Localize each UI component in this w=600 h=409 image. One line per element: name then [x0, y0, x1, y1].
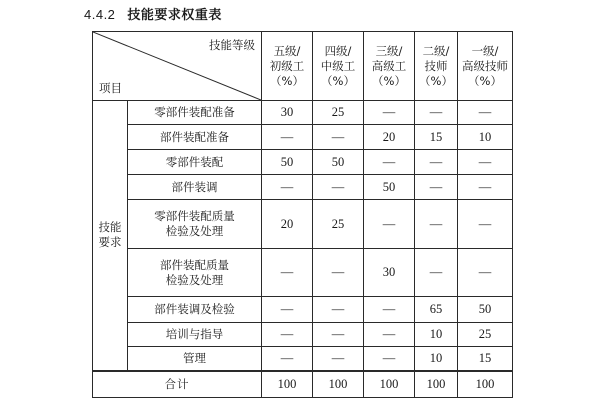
total-label: 合计 — [93, 371, 262, 398]
total-value-cell: 100 — [364, 371, 415, 398]
item-label: 零部件装配质量 检验及处理 — [128, 200, 262, 249]
total-value-cell: 100 — [313, 371, 364, 398]
value-cell: 30 — [262, 101, 313, 125]
value-cell: 25 — [313, 200, 364, 249]
value-cell: 50 — [458, 297, 513, 323]
item-label: 零部件装配 — [128, 150, 262, 175]
table-row — [93, 125, 513, 150]
value-cell: 10 — [415, 347, 458, 371]
value-cell: — — [415, 249, 458, 297]
table-row — [93, 347, 513, 371]
section-number: 4.4.2 — [84, 7, 116, 22]
table-row — [93, 323, 513, 347]
value-cell: — — [364, 101, 415, 125]
value-cell: — — [262, 347, 313, 371]
total-value-cell: 100 — [415, 371, 458, 398]
value-cell: 15 — [458, 347, 513, 371]
item-label: 部件装配质量 检验及处理 — [128, 249, 262, 297]
value-cell: — — [364, 200, 415, 249]
value-cell: 50 — [262, 150, 313, 175]
table-row — [93, 249, 513, 297]
value-cell: — — [415, 200, 458, 249]
item-label: 培训与指导 — [128, 323, 262, 347]
value-cell: — — [415, 175, 458, 200]
item-label: 管理 — [128, 347, 262, 371]
level-header: 五级/ 初级工 （%） — [262, 32, 313, 101]
table-row — [93, 150, 513, 175]
value-cell: — — [313, 323, 364, 347]
value-cell: — — [458, 101, 513, 125]
value-cell: — — [262, 175, 313, 200]
item-label: 零部件装配准备 — [128, 101, 262, 125]
level-header: 三级/ 高级工 （%） — [364, 32, 415, 101]
item-label: 部件装配准备 — [128, 125, 262, 150]
value-cell: 65 — [415, 297, 458, 323]
table-row — [93, 297, 513, 323]
total-row — [93, 371, 513, 398]
value-cell: — — [458, 150, 513, 175]
value-cell: — — [262, 297, 313, 323]
skill-weight-table — [92, 31, 513, 398]
value-cell: — — [262, 249, 313, 297]
value-cell: — — [313, 175, 364, 200]
value-cell: 25 — [313, 101, 364, 125]
value-cell: 15 — [415, 125, 458, 150]
value-cell: 30 — [364, 249, 415, 297]
corner-label-level: 技能等级 — [209, 38, 255, 52]
header-row — [93, 32, 513, 101]
value-cell: 25 — [458, 323, 513, 347]
table-row — [93, 175, 513, 200]
value-cell: — — [313, 347, 364, 371]
corner-header-cell — [93, 32, 262, 101]
table-row — [93, 200, 513, 249]
item-label: 部件装调及检验 — [128, 297, 262, 323]
group-label-cell: 技能 要求 — [93, 101, 128, 371]
level-header: 二级/ 技师 （%） — [415, 32, 458, 101]
value-cell: — — [415, 101, 458, 125]
value-cell: 20 — [262, 200, 313, 249]
section-title-text: 技能要求权重表 — [127, 8, 222, 23]
value-cell: 20 — [364, 125, 415, 150]
value-cell: — — [262, 125, 313, 150]
value-cell: — — [458, 249, 513, 297]
value-cell: — — [313, 249, 364, 297]
table-row — [93, 101, 513, 125]
value-cell: — — [364, 297, 415, 323]
value-cell: — — [458, 175, 513, 200]
level-header: 一级/ 高级技师 （%） — [458, 32, 513, 101]
value-cell: — — [364, 347, 415, 371]
section-title — [84, 4, 222, 23]
value-cell: — — [313, 125, 364, 150]
value-cell: 10 — [415, 323, 458, 347]
item-label: 部件装调 — [128, 175, 262, 200]
value-cell: 10 — [458, 125, 513, 150]
corner-label-item: 项目 — [99, 81, 122, 95]
level-header: 四级/ 中级工 （%） — [313, 32, 364, 101]
value-cell: 50 — [313, 150, 364, 175]
value-cell: — — [364, 323, 415, 347]
value-cell: — — [458, 200, 513, 249]
value-cell: — — [313, 297, 364, 323]
value-cell: — — [415, 150, 458, 175]
value-cell: 50 — [364, 175, 415, 200]
value-cell: — — [262, 323, 313, 347]
value-cell: — — [364, 150, 415, 175]
total-value-cell: 100 — [262, 371, 313, 398]
total-value-cell: 100 — [458, 371, 513, 398]
